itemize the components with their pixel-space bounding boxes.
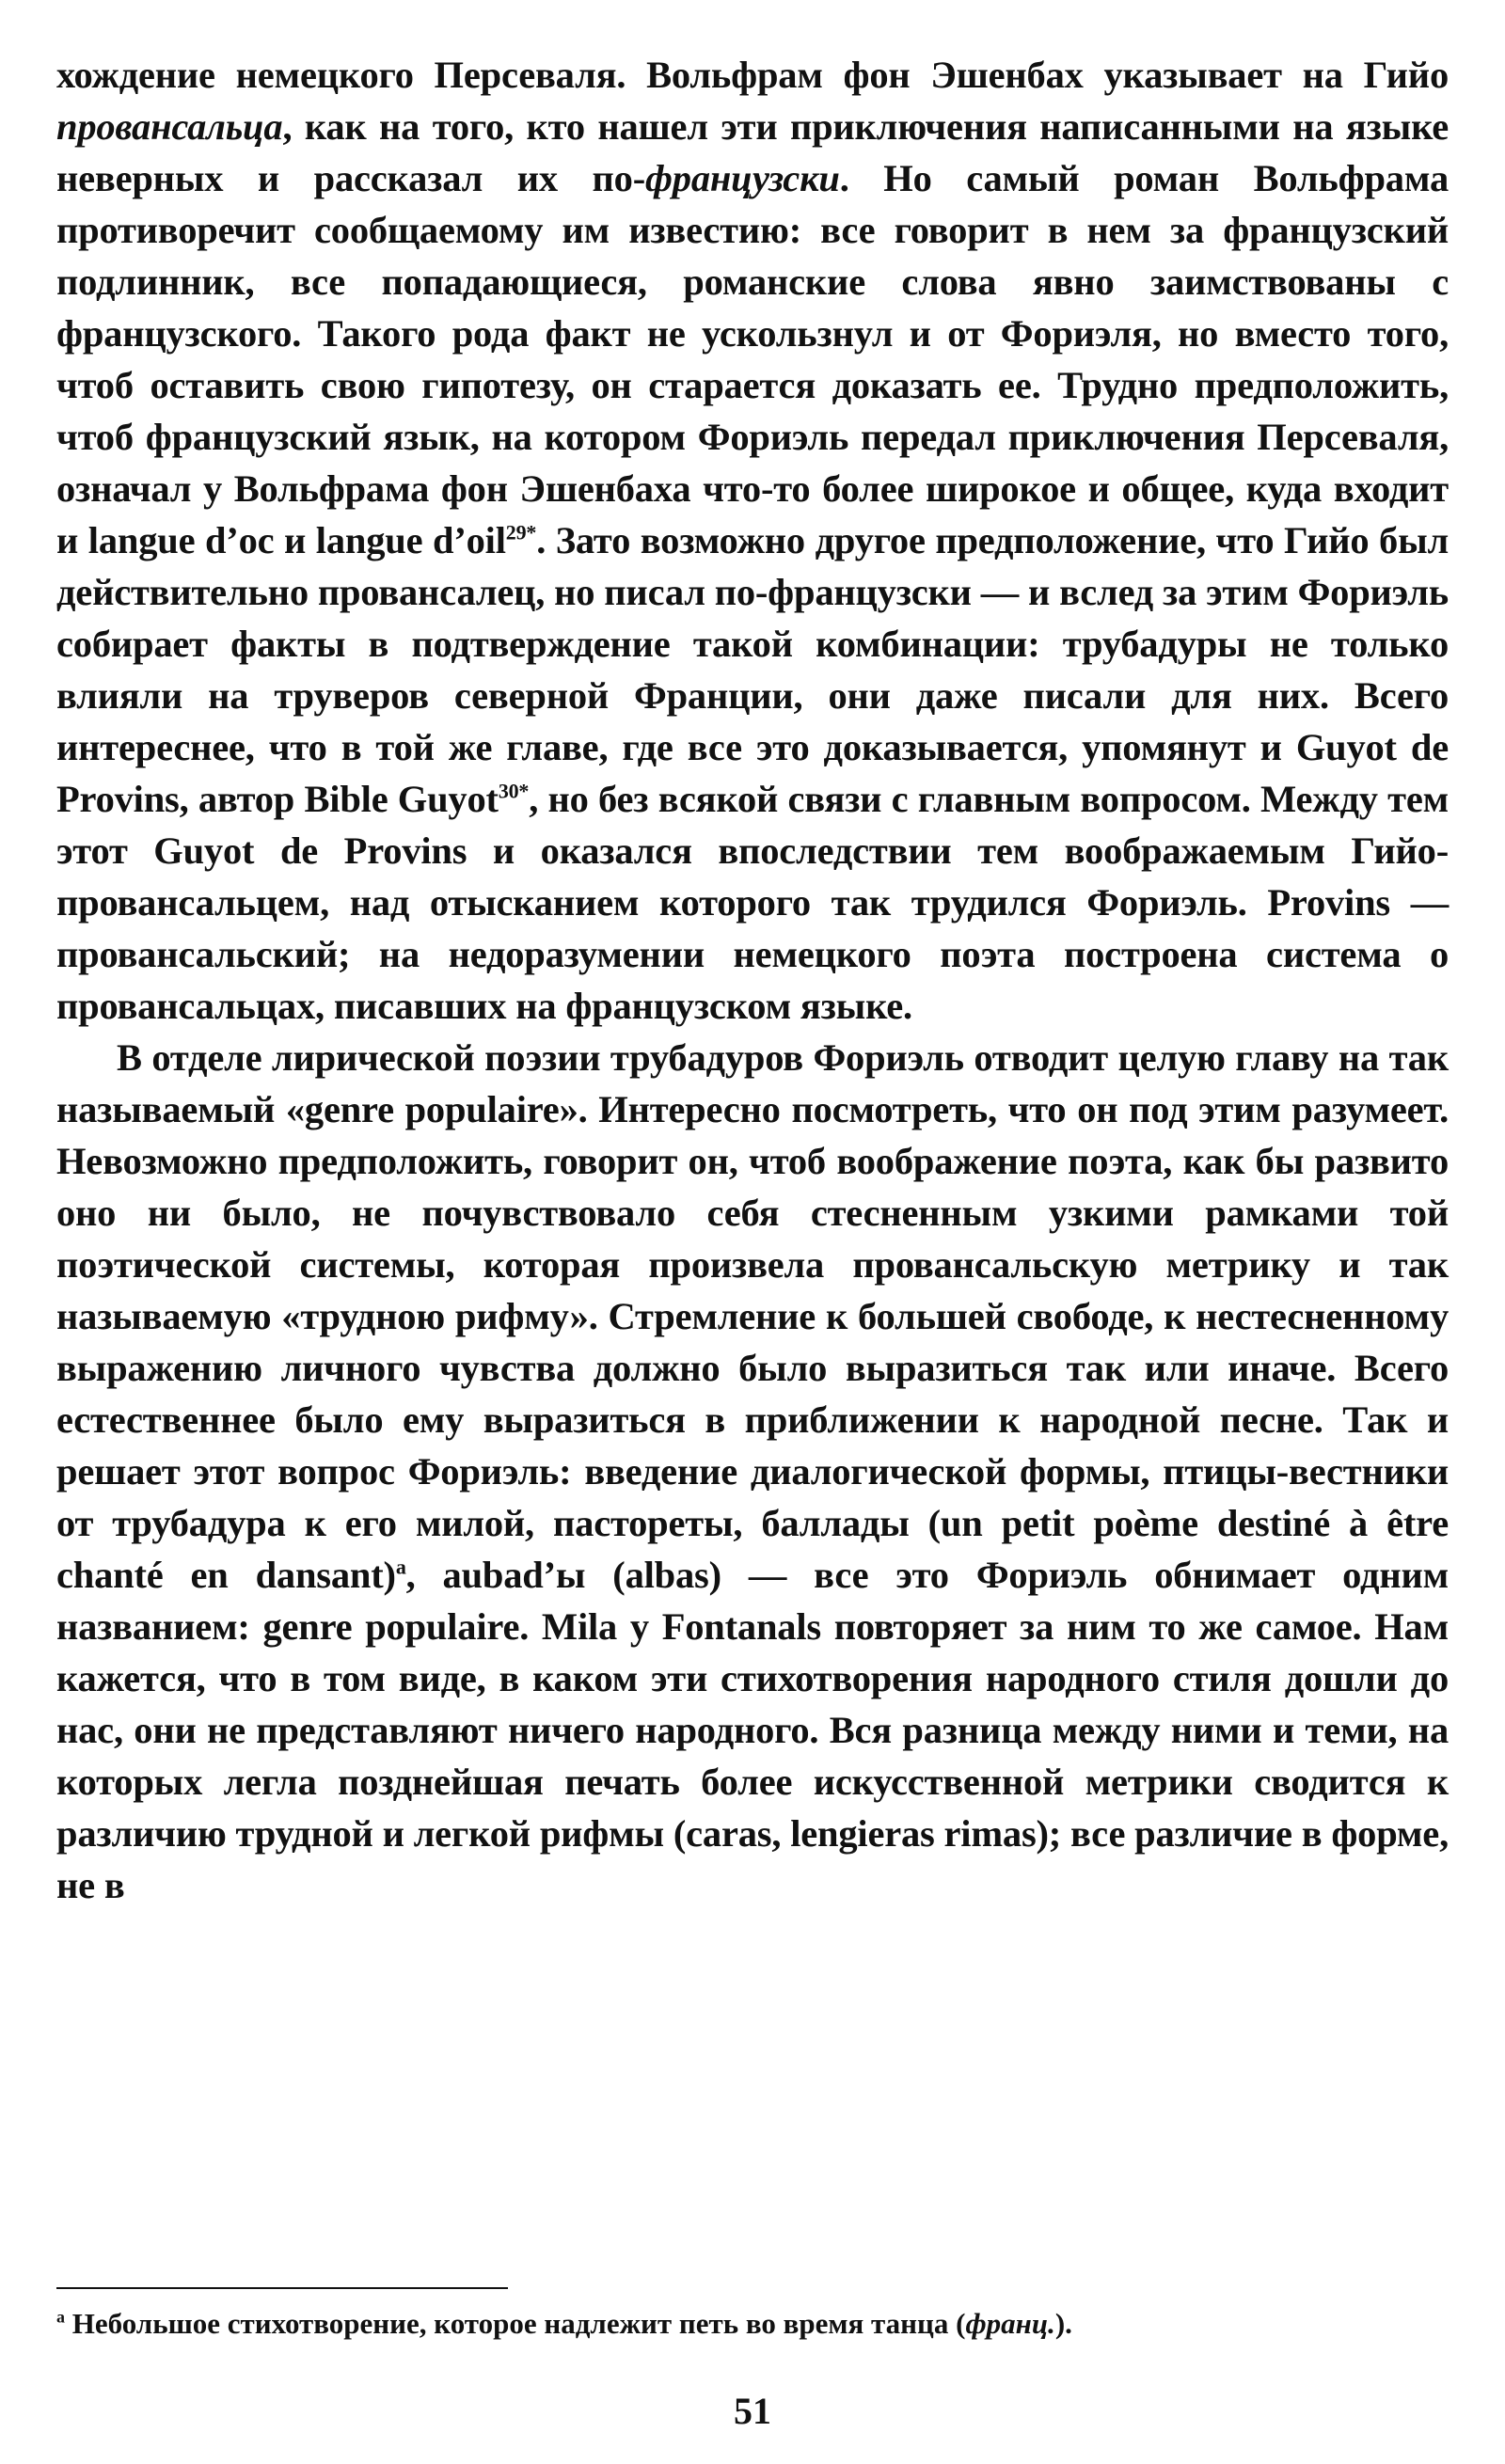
footnote-divider	[56, 2287, 508, 2289]
text-run: . Зато возможно другое предположение, что Гийо был действительно провансалец, но писал по-французски — и вслед за этим Фориэль собирает факты в подтверждение такой комбинации: трубадуры не только влияли на труверов северной Франции, они даже писали для них. Всего интереснее, что в той же главе, где все это доказывается, упомянут и Guyot de Provins, автор Bible Guyot	[56, 519, 1450, 820]
text-run: хождение немецкого Персеваля. Вольфрам фон Эшенбах указывает на Гийо	[56, 54, 1449, 96]
text-run: . Но самый роман Вольфрама противоречит сообщаемому им известию: все говорит в нем за французский подлинник, все попадающиеся, романские слова явно заимствованы с французского. Такого рода факт не ускользнул и от Фориэля, но вместо того, чтоб оставить свою гипотезу, он старается доказать ее. Трудно предположить, чтоб французский язык, на котором Фориэль передал приключения Персеваля, означал у Вольфрама фон Эшенбаха что-то более широкое и общее, куда входит и langue d’oc и langue d’oil	[56, 157, 1450, 561]
text-run: , как на того, кто нашел эти приключения написанными на языке неверных и рассказал их по-	[56, 105, 1449, 199]
footnote	[56, 2304, 1449, 2344]
text-run: В отделе лирической поэзии трубадуров Фориэль отводит целую главу на так называемый «genre populaire». Интересно посмотреть, что он под этим разумеет. Невозможно предположить, говорит он, чтоб воображение поэта, как бы развито оно ни было, не почувствовало себя стесненным узкими рамками той поэтической системы, которая произвела провансальскую метрику и так называемую «трудною рифму». Стремление к большей свободе, к нестесненному выражению личного чувства должно было выразиться так или иначе. Всего естественнее было ему выразиться в приближении к народной песне. Так и решает этот вопрос Фориэль: введение диалогической формы, птицы-вестники от трубадура к его милой, пастореты, баллады (un petit poème destiné à être chanté en dansant)	[56, 1036, 1449, 1596]
italic-run: французски	[645, 157, 840, 199]
text-run: , но без всякой связи с главным вопросом. Между тем этот Guyot de Provins и оказался впоследствии тем воображаемым Гийо-провансальцем, над отысканием которого так трудился Фориэль. Provins — провансальский; на недоразумении немецкого поэта построена система о провансальцах, писавших на французском языке.	[56, 778, 1449, 1027]
page-body	[56, 49, 1449, 1911]
endnote-marker-29: 29*	[505, 520, 537, 545]
endnote-marker-30: 30*	[498, 779, 530, 803]
paragraph-2	[56, 1032, 1449, 1911]
footnote-text-end: ).	[1054, 2307, 1072, 2340]
footnote-text: Небольшое стихотворение, которое надлежит петь во время танца (	[65, 2307, 966, 2340]
paragraph-1	[56, 49, 1449, 1032]
text-run: , aubad’ы (albas) — все это Фориэль обнимает одним названием: genre populaire. Mila y Fontanals повторяет за ним то же самое. Нам кажется, что в том виде, в каком эти стихотворения народного стиля дошли до нас, они не представляют ничего народного. Вся разница между ними и теми, на которых легла позднейшая печать более искусственной метрики сводится к различию трудной и легкой рифмы (caras, lengieras rimas); все различие в форме, не в	[56, 1554, 1450, 1906]
footnote-marker: а	[56, 2307, 65, 2327]
footnote-italic: франц.	[965, 2307, 1055, 2340]
footnote-marker-a: а	[395, 1555, 406, 1579]
page-number: 51	[734, 2390, 771, 2432]
italic-run: провансальца	[56, 105, 283, 148]
